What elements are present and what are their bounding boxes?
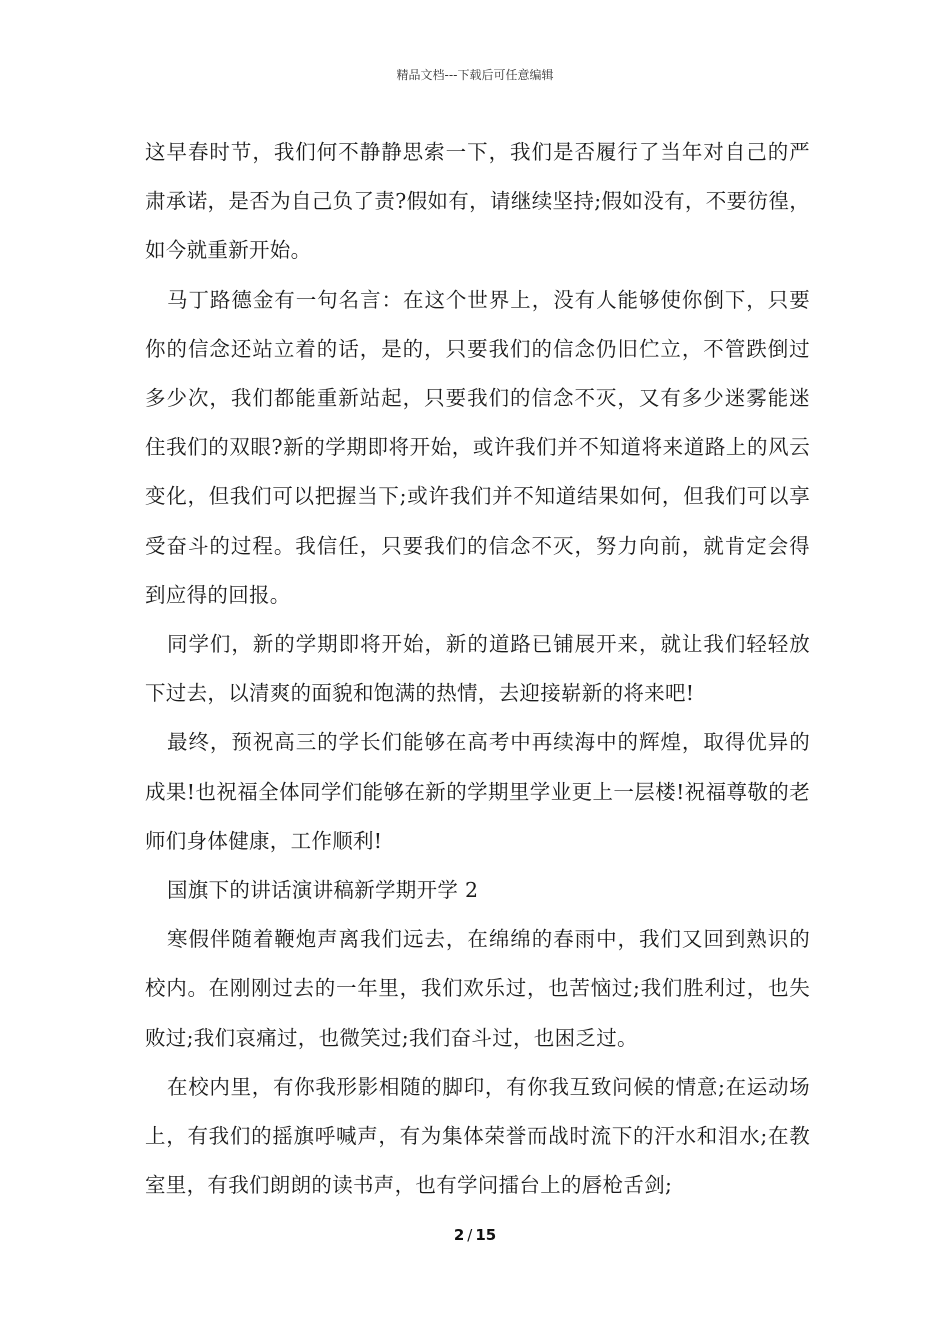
paragraph-5: 寒假伴随着鞭炮声离我们远去，在绵绵的春雨中，我们又回到熟识的校内。在刚刚过去的一年里，我们欢乐过，也苦恼过;我们胜利过，也失败过;我们哀痛过，也微笑过;我们奋斗过，也困乏过。 [145,927,810,1050]
paragraph-1: 这早春时节，我们何不静静思索一下，我们是否履行了当年对自己的严肃承诺，是否为自己负了责?假如有，请继续坚持;假如没有，不要彷徨，如今就重新开始。 [145,140,810,263]
paragraph-2: 马丁路德金有一句名言：在这个世界上，没有人能够使你倒下，只要你的信念还站立着的话，是的，只要我们的信念仍旧伫立，不管跌倒过多少次，我们都能重新站起，只要我们的信念不灭，又有多少迷雾能迷住我们的双眼?新的学期即将开始，或许我们并不知道将来道路上的风云变化，但我们可以把握当下;或许我们并不知道结果如何，但我们可以享受奋斗的过程。我信任，只要我们的信念不灭，努力向前，就肯定会得到应得的回报。 [145,287,810,607]
document-body [145,128,810,1210]
paragraph-6: 在校内里，有你我形影相随的脚印，有你我互致问候的情意;在运动场上，有我们的摇旗呼喊声，有为集体荣誉而战时流下的汗水和泪水;在教室里，有我们朗朗的读书声，也有学问擂台上的唇枪舌剑; [145,1074,810,1198]
paragraph-3: 同学们，新的学期即将开始，新的道路已铺展开来，就让我们轻轻放下过去，以清爽的面貌和饱满的热情，去迎接崭新的将来吧! [145,632,810,706]
page-number-footer [0,1226,950,1244]
page-header: 精品文档---下载后可任意编辑 [396,68,554,82]
paragraph-4: 最终，预祝高三的学长们能够在高考中再续海中的辉煌，取得优异的成果!也祝福全体同学们能够在新的学期里学业更上一层楼!祝福尊敬的老师们身体健康，工作顺利! [145,730,810,853]
current-page-number: 2 [453,1226,465,1244]
page-separator: / [467,1226,473,1244]
total-pages-number: 15 [475,1226,497,1244]
section-heading: 国旗下的讲话演讲稿新学期开学 2 [167,878,479,903]
